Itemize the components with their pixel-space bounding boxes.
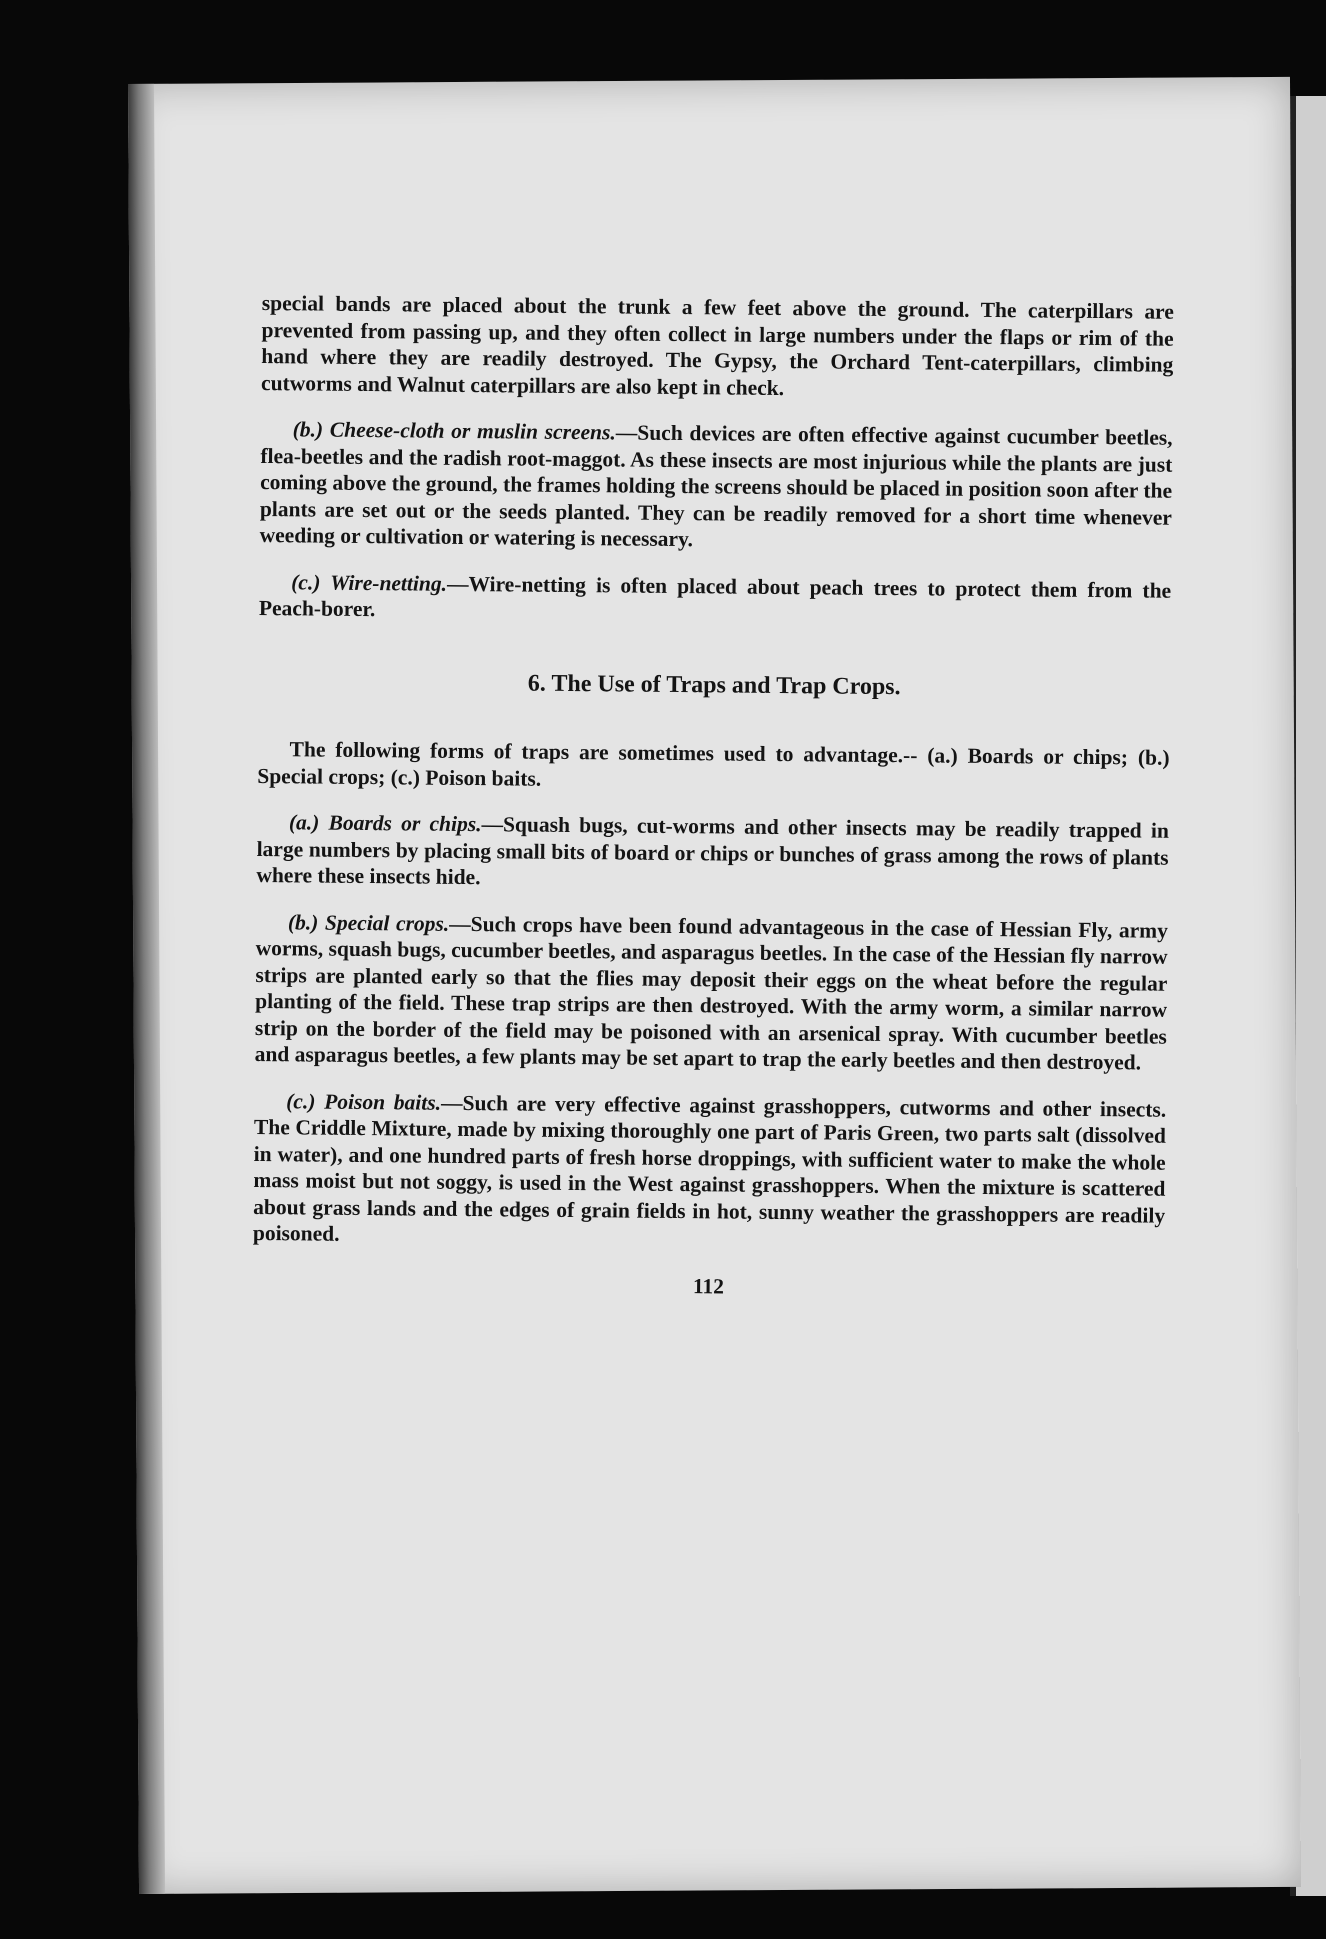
- section-heading: 6. The Use of Traps and Trap Crops.: [527, 670, 901, 700]
- paragraph-wire-netting-text: —Wire-netting is often placed about peach trees to protect them from the Peach-borer.: [258, 571, 1172, 622]
- paragraph-bands: special bands are placed about the trunk a few feet above the ground. The caterpillars are prevented from passing up, and they often collect in large numbers under the flaps or rim of the hand where they are readily destroyed. The Gypsy, the Orchard Tent-caterpillars, climbing cutworms and Walnut caterpillars are also kept in check.: [260, 290, 1174, 400]
- paragraph-special-crops: [255, 908, 1168, 1076]
- paragraph-wire-netting: [259, 568, 1171, 630]
- paragraph-boards: [256, 809, 1169, 897]
- paragraph-screens-text: —Such devices are often effective against cucumber beetles, flea-beetles and the radish root-maggot. As these insects are most injurious while the plants are just coming above the ground, the frames holding the screens should be placed in position soon after the plants are set out or the seeds planted. They can be readily removed for a short time whenever weeding or cultivation or watering is necessary.: [259, 420, 1173, 552]
- paragraph-poison-baits: [253, 1087, 1166, 1255]
- paragraph-intro: The following forms of traps are sometimes used to advantage.-- (a.) Boards or chips; (b.) Special crops; (c.) Poison baits.: [257, 737, 1170, 791]
- subsection-label-wire-netting: (c.) Wire-netting.: [291, 569, 448, 596]
- paragraph-poison-baits-text: —Such are very effective against grasshoppers, cutworms and other insects. The Criddle Mixture, made by mixing thoroughly one part of Paris Green, two parts salt (dissolved in water), and one hundred parts of fresh horse droppings, with sufficient water to make the whole mass moist but not soggy, is used in the West against grasshoppers. When the mixture is scattered about grass lands and the edges of grain fields in hot, sunny weather the grasshoppers are readily poisoned.: [252, 1090, 1167, 1246]
- paragraph-special-crops-text: —Such crops have been found advantageous in the case of Hessian Fly, army worms, squash bugs, cucumber beetles, and asparagus beetles. In the case of the Hessian fly narrow strips are planted early so that the flies may deposit their eggs on the wheat before the regular planting of the field. These trap strips are then destroyed. With the army worm, a similar narrow strip on the border of the field may be poisoned with an arsenical spray. With cucumber beetles and asparagus beetles, a few plants may be set apart to trap the early beetles and then destroyed.: [254, 911, 1169, 1075]
- paragraph-boards-text: —Squash bugs, cut-worms and other insects may be readily trapped in large numbers by placing small bits of board or chips or bunches of grass among the rows of plants where these insects hide.: [256, 812, 1169, 890]
- subsection-label-boards: (a.) Boards or chips.: [288, 810, 482, 837]
- book-spine: [128, 84, 165, 1894]
- subsection-label-screens: (b.) Cheese-cloth or muslin screens.: [292, 417, 616, 445]
- subsection-label-poison-baits: (c.) Poison baits.: [286, 1088, 442, 1115]
- page-number: 112: [692, 1273, 725, 1298]
- subsection-label-special-crops: (b.) Special crops.: [287, 909, 450, 936]
- paragraph-screens: [260, 416, 1173, 557]
- page-text: [252, 290, 1174, 1324]
